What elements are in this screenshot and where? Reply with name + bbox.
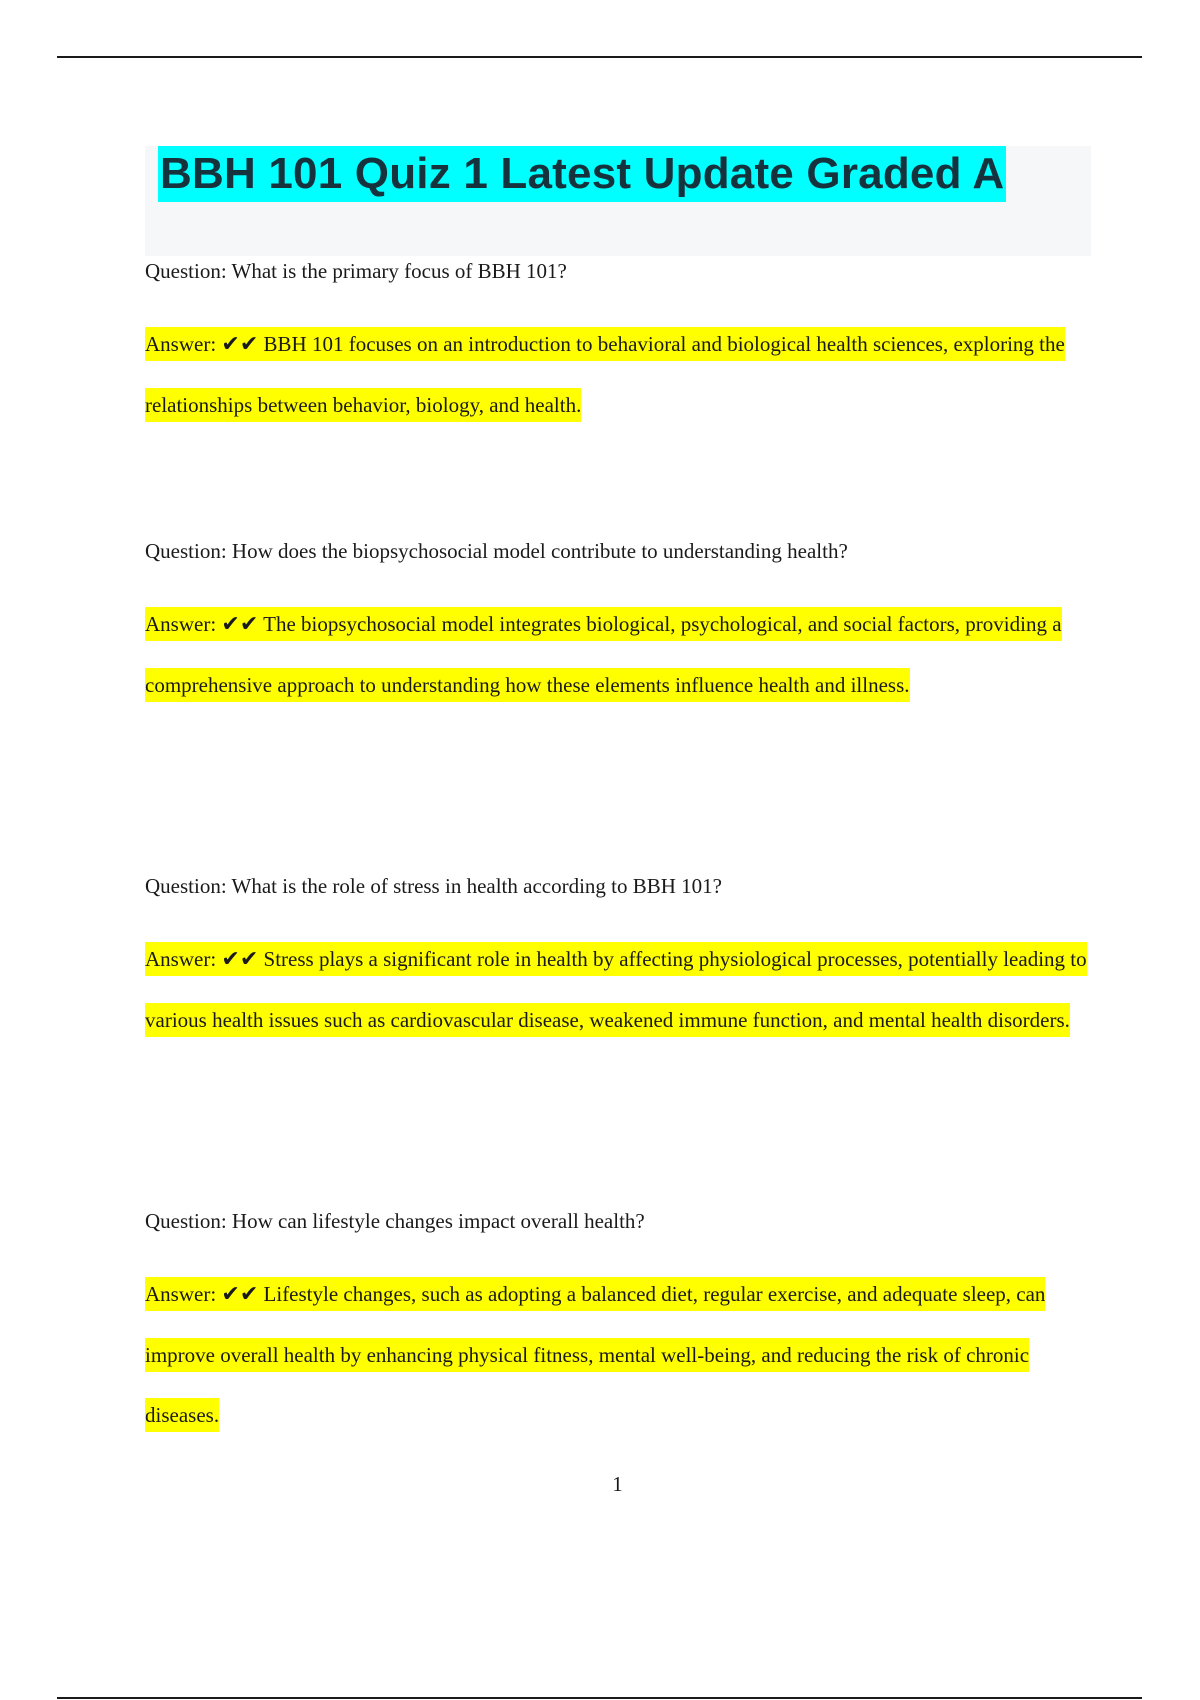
answer-text bbox=[145, 594, 1090, 715]
qa-block-3 bbox=[145, 873, 1090, 1050]
answer-label: Answer: bbox=[145, 332, 217, 356]
double-check-icon: ✔✔ bbox=[221, 947, 259, 972]
answer-text bbox=[145, 929, 1090, 1050]
answer-body: Lifestyle changes, such as adopting a balanced diet, regular exercise, and adequate sleep, can improve overall health by enhancing physical fitness, mental well-being, and reducing the risk of chronic diseases. bbox=[145, 1282, 1046, 1427]
document-title: BBH 101 Quiz 1 Latest Update Graded A bbox=[158, 146, 1006, 202]
header-rule bbox=[57, 56, 1142, 58]
qa-block-4 bbox=[145, 1208, 1090, 1445]
qa-block-2 bbox=[145, 538, 1090, 715]
double-check-icon: ✔✔ bbox=[221, 612, 259, 637]
answer-text bbox=[145, 314, 1090, 435]
double-check-icon: ✔✔ bbox=[221, 1282, 259, 1307]
answer-body: Stress plays a significant role in health by affecting physiological processes, potentially leading to various health issues such as cardiovascular disease, weakened immune function, and mental health disorders. bbox=[145, 947, 1087, 1032]
question-text: Question: What is the role of stress in health according to BBH 101? bbox=[145, 874, 722, 898]
footer-rule bbox=[57, 1697, 1142, 1699]
double-check-icon: ✔✔ bbox=[221, 332, 259, 357]
answer-label: Answer: bbox=[145, 612, 217, 636]
question-text: Question: How can lifestyle changes impact overall health? bbox=[145, 1209, 645, 1233]
question-text: Question: What is the primary focus of BBH 101? bbox=[145, 259, 567, 283]
answer-label: Answer: bbox=[145, 947, 217, 971]
page-number: 1 bbox=[612, 1472, 623, 1496]
qa-block-1 bbox=[145, 258, 1090, 435]
question-text: Question: How does the biopsychosocial model contribute to understanding health? bbox=[145, 539, 848, 563]
answer-label: Answer: bbox=[145, 1282, 217, 1306]
answer-body: BBH 101 focuses on an introduction to behavioral and biological health sciences, exploring the relationships between behavior, biology, and health. bbox=[145, 332, 1065, 417]
answer-body: The biopsychosocial model integrates biological, psychological, and social factors, providing a comprehensive approach to understanding how these elements influence health and illness. bbox=[145, 612, 1062, 697]
answer-text bbox=[145, 1264, 1090, 1445]
